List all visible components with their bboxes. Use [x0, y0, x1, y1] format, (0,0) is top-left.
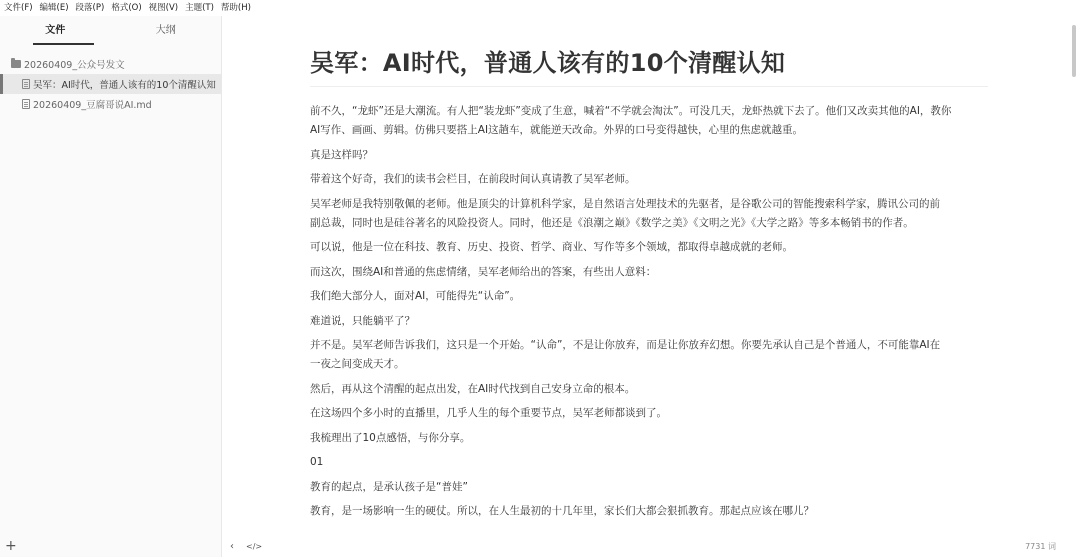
paragraph[interactable] — [310, 287, 988, 306]
paragraph[interactable] — [310, 238, 988, 257]
paragraph-line: 难道说，只能躺平了？ — [310, 314, 415, 327]
tree-file-active[interactable] — [0, 74, 221, 94]
paragraph-line: 在这场四个多小时的直播里，几乎人生的每个重要节点，吴军老师都谈到了。 — [310, 407, 667, 419]
paragraph-line: 带着这个好奇，我们的读书会栏目，在前段时间认真请教了吴军老师。 — [310, 173, 636, 185]
tab-files[interactable]: 文件 — [0, 16, 111, 46]
paragraph-line: AI写作、画画、剪辑。仿佛只要搭上AI这趟车，就能逆天改命。外界的口号变得越快，心里的焦虑就越重。 — [310, 124, 804, 136]
file-tree — [0, 54, 221, 114]
paragraph[interactable] — [310, 312, 988, 331]
paragraph[interactable] — [310, 170, 988, 189]
paragraph-line: 然后，再从这个清醒的起点出发，在AI时代找到自己安身立命的根本。 — [310, 382, 636, 395]
paragraph[interactable] — [310, 502, 988, 521]
paragraph-line: 一夜之间变成天才。 — [310, 358, 405, 370]
file-label: 20260409_豆腐哥说AI.md — [33, 100, 152, 111]
paragraph[interactable] — [310, 429, 988, 448]
menu-item[interactable]: 文件(F) — [4, 3, 33, 13]
editor[interactable] — [223, 16, 1068, 557]
scrollbar-thumb[interactable] — [1072, 25, 1076, 77]
menu-item[interactable]: 帮助(H) — [220, 3, 251, 13]
back-icon[interactable]: ‹ — [230, 540, 234, 552]
paragraph-line: 教育的起点，是承认孩子是“普娃” — [310, 480, 468, 493]
menu-item[interactable]: 格式(O) — [111, 3, 142, 13]
menu-item[interactable]: 编辑(E) — [39, 3, 69, 13]
folder-label: 20260409_公众号发文 — [24, 60, 125, 71]
paragraph-line: 01 — [310, 456, 324, 468]
file-icon — [22, 99, 30, 109]
paragraph[interactable] — [310, 102, 988, 140]
tree-folder[interactable] — [0, 54, 221, 74]
status-bar — [223, 535, 1080, 557]
tree-file[interactable] — [0, 94, 221, 114]
document-title[interactable]: 吴军：AI时代，普通人该有的10个清醒认知 — [310, 45, 988, 87]
word-count[interactable]: 7731 词 — [1025, 541, 1056, 551]
paragraph[interactable] — [310, 478, 988, 497]
file-label: 吴军：AI时代，普通人该有的10个清醒认知 — [33, 80, 216, 91]
paragraph[interactable] — [310, 453, 988, 472]
document-content[interactable] — [310, 16, 988, 521]
folder-icon — [11, 60, 21, 68]
menu-item[interactable]: 段落(P) — [75, 3, 105, 13]
paragraph[interactable] — [310, 263, 988, 282]
menu-item[interactable]: 主题(T) — [185, 3, 214, 13]
sidebar — [0, 16, 222, 557]
paragraph-line: 可以说，他是一位在科技、教育、历史、投资、哲学、商业、写作等多个领域，都取得卓越成就的老师。 — [310, 241, 793, 253]
paragraph[interactable] — [310, 380, 988, 399]
sidebar-footer — [0, 535, 221, 557]
paragraph-line: 吴军老师是我特别敬佩的老师。他是顶尖的计算机科学家，是自然语言处理技术的先驱者，是谷歌公司的智能搜索科学家，腾讯公司的前 — [310, 197, 940, 210]
menu-bar — [0, 0, 1080, 16]
paragraph-line: 我们绝大部分人，面对AI，可能得先“认命”。 — [310, 290, 521, 302]
tab-outline[interactable]: 大纲 — [155, 25, 176, 36]
paragraph-line: 并不是。吴军老师告诉我们，这只是一个开始。“认命”，不是让你放弃，而是让你放弃幻想。你要先承认自己是个普通人，不可能靠AI在 — [310, 339, 941, 351]
paragraph[interactable] — [310, 404, 988, 423]
menu-item[interactable]: 视图(V) — [148, 3, 179, 13]
paragraph[interactable] — [310, 336, 988, 374]
paragraph-line: 我梳理出了10点感悟，与你分享。 — [310, 431, 471, 444]
add-file-button[interactable]: + — [5, 538, 17, 554]
paragraph-line: 前不久，“龙虾”还是大潮流。有人把“装龙虾”变成了生意，喊着“不学就会淘汰”。可没几天，龙虾热就下去了。他们又改卖其他的AI，教你 — [310, 105, 952, 117]
editor-scrollbar[interactable] — [1068, 16, 1080, 557]
file-icon — [22, 79, 30, 89]
paragraph-line: 教育，是一场影响一生的硬仗。所以，在人生最初的十几年里，家长们大都会狠抓教育。那起点应该在哪儿？ — [310, 505, 814, 517]
source-mode-icon[interactable]: </> — [246, 541, 263, 551]
paragraph-line: 副总裁，同时也是硅谷著名的风险投资人。同时，他还是《浪潮之巅》《数学之美》《文明之光》《大学之路》等多本畅销书的作者。 — [310, 216, 914, 229]
paragraph-line: 而这次，围绕AI和普通的焦虑情绪，吴军老师给出的答案，有些出人意料： — [310, 265, 657, 278]
paragraph[interactable] — [310, 195, 988, 233]
paragraph[interactable] — [310, 146, 988, 165]
paragraph-line: 真是这样吗？ — [310, 148, 373, 161]
sidebar-tabs — [0, 16, 221, 46]
